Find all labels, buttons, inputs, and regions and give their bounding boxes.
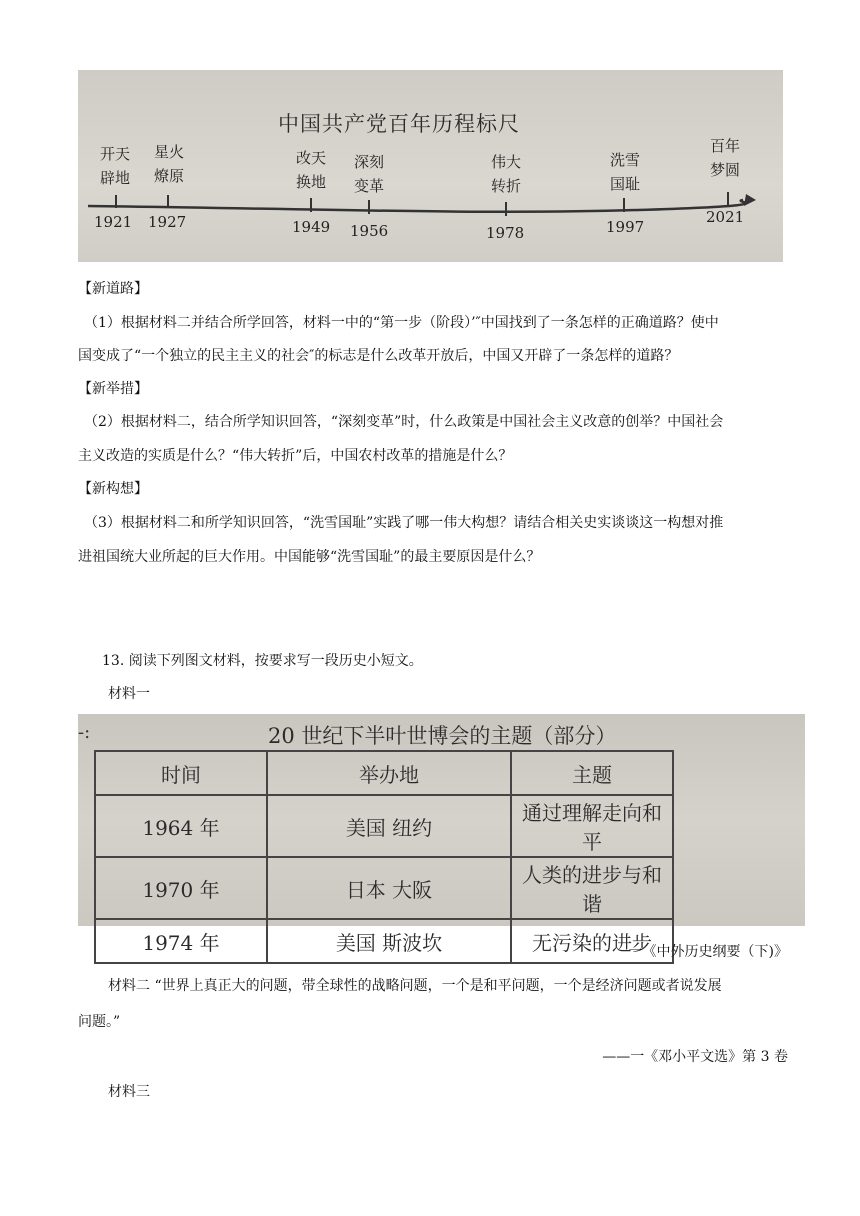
table-header-cell: 主题 [511, 751, 673, 795]
question-13-stem: 13. 阅读下列图文材料，按要求写一段历史小短文。 [102, 653, 423, 669]
material-1-label: 材料一 [108, 686, 150, 702]
question-3-line-2: 进祖国统大业所起的巨大作用。中国能够“洗雪国耻”的最主要原因是什么？ [78, 549, 541, 565]
timeline-title: 中国共产党百年历程标尺 [278, 112, 520, 136]
new-concept-heading: 【新构想】 [78, 481, 148, 497]
material-2-line-2: 问题。” [78, 1014, 121, 1030]
table-cell: 美国 斯波坎 [267, 919, 511, 963]
table-cell: 日本 大阪 [267, 857, 511, 919]
corner-mark: ‑: [78, 722, 91, 743]
timeline-event-label: 百年 梦圆 [709, 137, 740, 179]
timeline-event-year: 1927 [148, 213, 187, 231]
question-2-line-2: 主义改造的实质是什么？“伟大转折”后，中国农村改革的措施是什么？ [78, 448, 513, 464]
timeline-event-label: 伟大 转折 [490, 153, 521, 195]
timeline-event-year: 1949 [292, 218, 331, 236]
table-header-row [95, 751, 673, 795]
timeline-event-label: 改天 换地 [295, 149, 326, 191]
material-2-line-1: 材料二 “世界上真正大的问题，带全球性的战略问题，一个是和平问题，一个是经济问题或者说发展 [108, 978, 722, 994]
material-3-label: 材料三 [108, 1084, 150, 1100]
table-cell: 1974 年 [95, 919, 267, 963]
table-cell: 无污染的进步 [511, 919, 673, 963]
table-header-cell: 举办地 [267, 751, 511, 795]
timeline-event-label: 星火 燎原 [153, 143, 184, 185]
table-row [95, 795, 673, 857]
timeline-event-label: 开天 辟地 [99, 145, 130, 187]
question-1-line-1: （1）根据材料二并结合所学回答，材料一中的“第一步（阶段）’″中国找到了一条怎样的正确道路？使中 [84, 315, 719, 331]
timeline-image [78, 70, 783, 262]
source-2: ——一《邓小平文选》第 3 卷 [602, 1049, 788, 1065]
table-cell: 人类的进步与和谐 [511, 857, 673, 919]
timeline-event-year: 1921 [94, 213, 133, 231]
table-row [95, 857, 673, 919]
expo-table-title: 20 世纪下半叶世博会的主题（部分） [268, 724, 617, 748]
question-1-line-2: 国变成了“一个独立的民主主义的社会″的标志是什么改革开放后，中国又开辟了一条怎样的道路？ [78, 348, 679, 364]
table-cell: 1964 年 [95, 795, 267, 857]
table-row [95, 919, 673, 963]
timeline-event-year: 1997 [606, 218, 645, 236]
table-cell: 通过理解走向和平 [511, 795, 673, 857]
timeline-event-year: 1956 [350, 222, 389, 240]
expo-table [94, 750, 674, 964]
new-road-heading: 【新道路】 [78, 281, 148, 297]
timeline-event-label: 洗雪 国耻 [609, 151, 640, 193]
table-cell: 美国 纽约 [267, 795, 511, 857]
question-3-line-1: （3）根据材料二和所学知识回答，“洗雪国耻”实践了哪一伟大构想？请结合相关史实谈谈这一构想对推 [84, 515, 724, 531]
timeline-event-year: 1978 [486, 224, 525, 242]
timeline-event-year: 2021 [706, 208, 745, 226]
question-2-line-1: （2）根据材料二，结合所学知识回答，“深刻变革”时，什么政策是中国社会主义改意的创举？中国社会 [84, 414, 724, 430]
table-header-cell: 时间 [95, 751, 267, 795]
new-measures-heading: 【新举措】 [78, 381, 148, 397]
timeline-event-label: 深刻 变革 [353, 153, 384, 195]
source-1: 一《中外历史纲要（下)》 [628, 944, 788, 960]
table-cell: 1970 年 [95, 857, 267, 919]
